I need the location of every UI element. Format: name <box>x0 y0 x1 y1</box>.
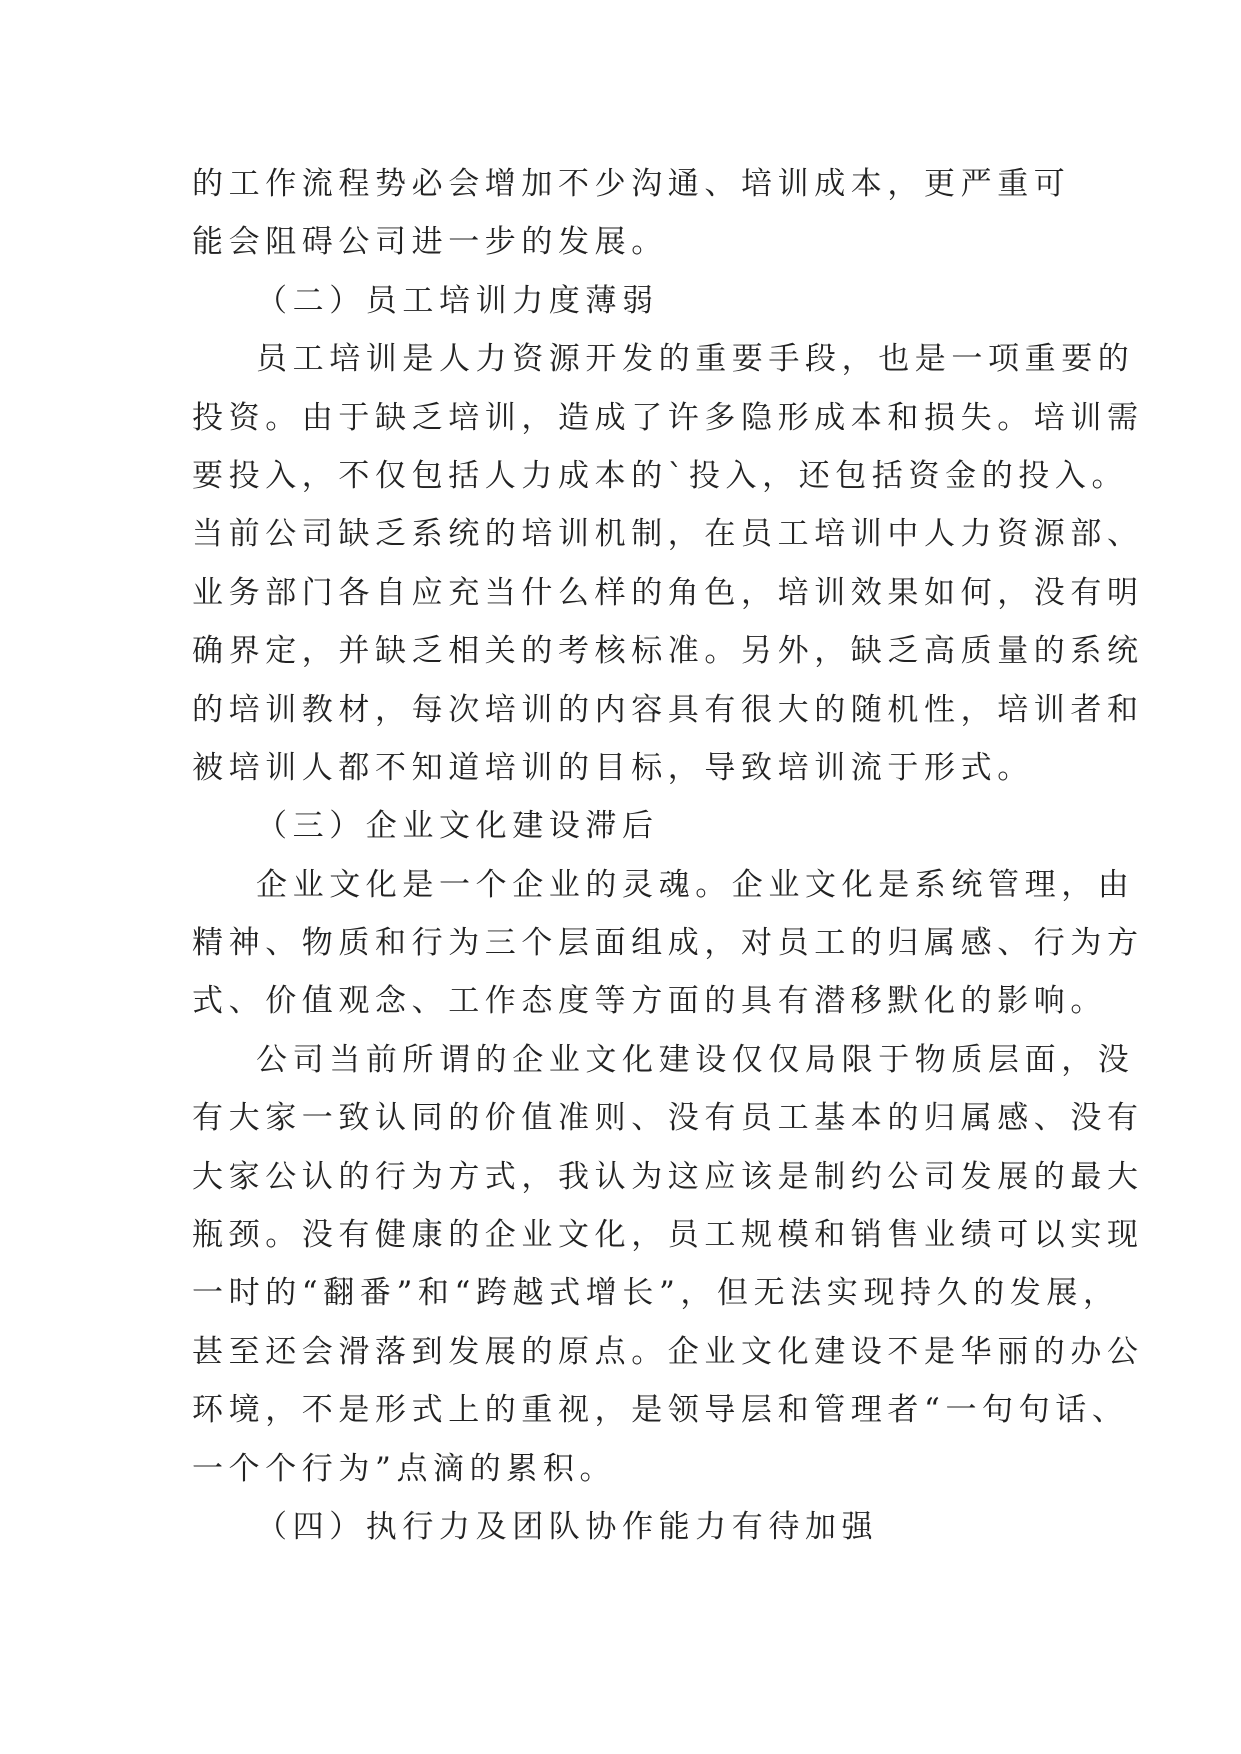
paragraph-line: 大家公认的行为方式，我认为这应该是制约公司发展的最大 <box>192 1158 1144 1195</box>
body-paragraph <box>192 330 1144 797</box>
paragraph-line: 甚至还会滑落到发展的原点。企业文化建设不是华丽的办公 <box>192 1333 1144 1370</box>
paragraph-line: 员工培训是人力资源开发的重要手段，也是一项重要的 <box>256 341 1135 378</box>
section-heading <box>192 1498 1058 1556</box>
heading-text: （二）员工培训力度薄弱 <box>256 282 659 319</box>
body-paragraph <box>192 155 1071 272</box>
paragraph-line: 投资。由于缺乏培训，造成了许多隐形成本和损失。培训需 <box>192 399 1144 436</box>
paragraph-line: 精神、物质和行为三个层面组成，对员工的归属感、行为方 <box>192 925 1144 962</box>
paragraph-line: 当前公司缺乏系统的培训机制，在员工培训中人力资源部、 <box>192 516 1144 553</box>
paragraph-line: 被培训人都不知道培训的目标，导致培训流于形式。 <box>192 749 1034 786</box>
heading-text: （四）执行力及团队协作能力有待加强 <box>256 1508 879 1545</box>
paragraph-line: 的工作流程势必会增加不少沟通、培训成本，更严重可 <box>192 166 1071 202</box>
heading-text: （三）企业文化建设滞后 <box>256 808 659 845</box>
paragraph-line: 业务部门各自应充当什么样的角色，培训效果如何，没有明 <box>192 574 1144 611</box>
paragraph-line: 企业文化是一个企业的灵魂。企业文化是系统管理，由 <box>256 866 1135 903</box>
section-heading <box>192 797 1058 855</box>
paragraph-line: 能会阻碍公司进一步的发展。 <box>192 224 668 261</box>
paragraph-line: 瓶颈。没有健康的企业文化，员工规模和销售业绩可以实现 <box>192 1217 1144 1254</box>
paragraph-line: 一个个行为”点滴的累积。 <box>192 1450 617 1487</box>
paragraph-line: 有大家一致认同的价值准则、没有员工基本的归属感、没有 <box>192 1100 1144 1137</box>
body-paragraph <box>192 856 1144 1031</box>
paragraph-line: 的培训教材，每次培训的内容具有很大的随机性，培训者和 <box>192 691 1144 728</box>
paragraph-line: 要投入，不仅包括人力成本的`投入，还包括资金的投入。 <box>192 457 1129 494</box>
section-heading <box>192 272 1058 330</box>
body-paragraph <box>192 1031 1144 1498</box>
paragraph-line: 公司当前所谓的企业文化建设仅仅局限于物质层面，没 <box>256 1041 1135 1078</box>
document-page <box>192 155 1144 1556</box>
paragraph-line: 确界定，并缺乏相关的考核标准。另外，缺乏高质量的系统 <box>192 633 1144 670</box>
paragraph-line: 式、价值观念、工作态度等方面的具有潜移默化的影响。 <box>192 983 1107 1020</box>
paragraph-line: 环境，不是形式上的重视，是领导层和管理者“一句句话、 <box>192 1392 1129 1429</box>
paragraph-line: 一时的“翻番”和“跨越式增长”，但无法实现持久的发展， <box>192 1275 1120 1312</box>
